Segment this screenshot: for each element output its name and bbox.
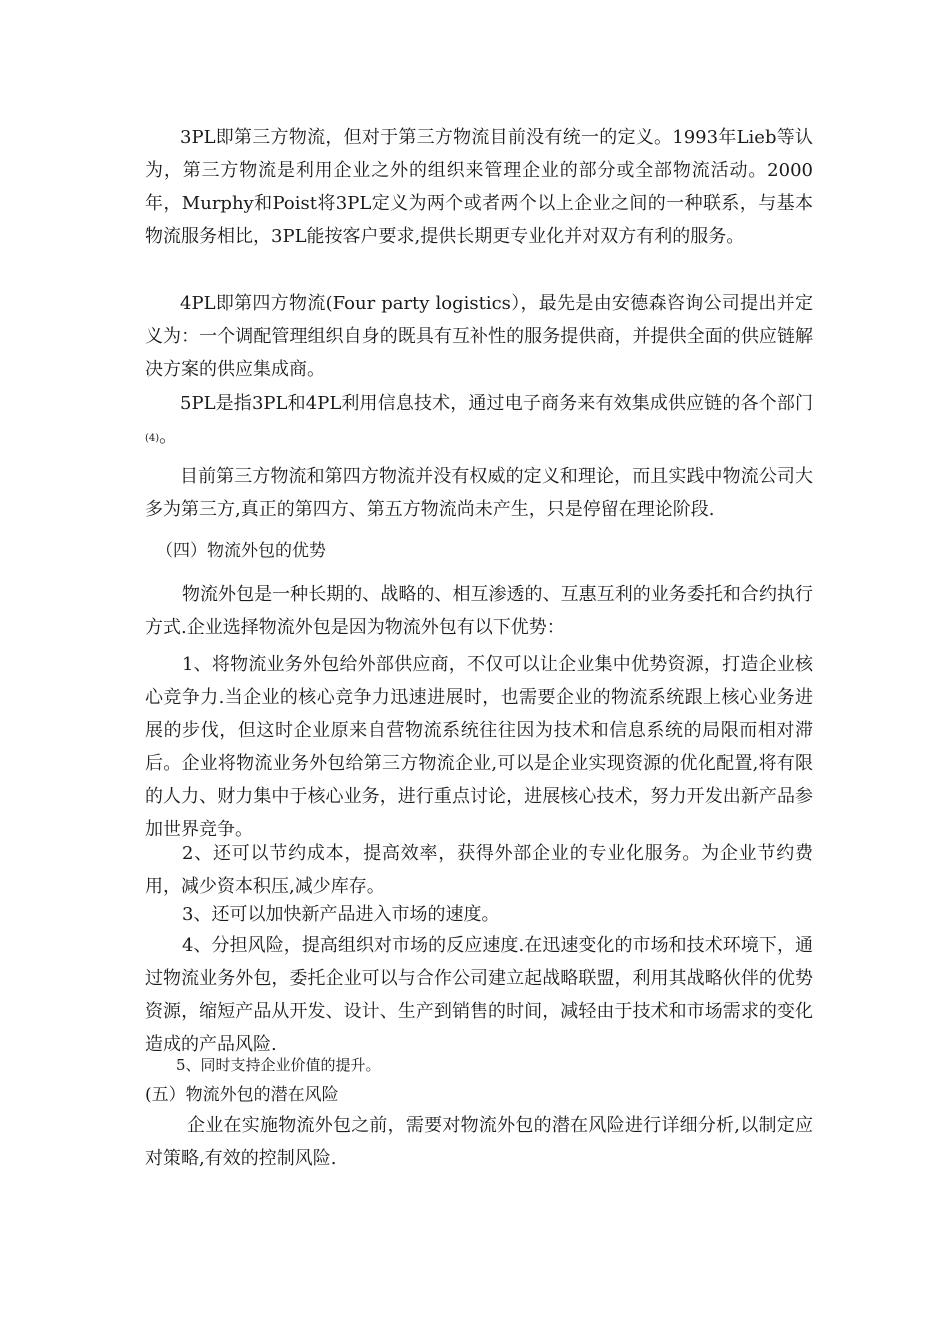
- paragraph-3pl: 3PL即第三方物流，但对于第三方物流目前没有统一的定义。1993年Lieb等认为，第三方物流是利用企业之外的组织来管理企业的部分或全部物流活动。2000年，Murphy和Poist将3PL定义为两个或者两个以上企业之间的一种联系，与基本物流服务相比，3PL能按客户要求,提供长期更专业化并对双方有利的服务。: [145, 127, 813, 247]
- list-item-4: 4、分担风险，提高组织对市场的反应速度.在迅速变化的市场和技术环境下，通过物流业务外包，委托企业可以与合作公司建立起战略联盟，利用其战略伙伴的优势资源，缩短产品从开发、设计、生产到销售的时间，减轻由于技术和市场需求的变化造成的产品风险.: [145, 935, 813, 1055]
- paragraph-risks: 企业在实施物流外包之前，需要对物流外包的潜在风险进行详细分析,以制定应对策略,有效的控制风险.: [145, 1115, 813, 1169]
- footnote-ref: (4): [145, 433, 160, 444]
- paragraph-outsourcing-intro: 物流外包是一种长期的、战略的、相互渗透的、互惠互利的业务委托和合约执行方式.企业选择物流外包是因为物流外包有以下优势：: [145, 584, 813, 638]
- paragraph-5pl: [145, 387, 813, 453]
- list-item-5: 5、同时支持企业价值的提升。: [176, 1056, 381, 1074]
- paragraph-5pl-text: 5PL是指3PL和4PL利用信息技术，通过电子商务来有效集成供应链的各个部门: [180, 393, 813, 414]
- paragraph-5pl-end: 。: [159, 426, 178, 447]
- list-item-1: 1、将物流业务外包给外部供应商，不仅可以让企业集中优势资源，打造企业核心竞争力.当企业的核心竞争力迅速进展时，也需要企业的物流系统跟上核心业务进展的步伐，但这时企业原来自营物流系统往往因为技术和信息系统的局限而相对滞后。企业将物流业务外包给第三方物流企业,可以是企业实现资源的优化配置,将有限的人力、财力集中于核心业务，进行重点讨论，进展核心技术，努力开发出新产品参加世界竞争。: [145, 654, 813, 840]
- list-item-2: 2、还可以节约成本，提高效率，获得外部企业的专业化服务。为企业节约费用，减少资本积压,减少库存。: [145, 843, 813, 897]
- section-heading-advantages: （四）物流外包的优势: [156, 541, 326, 561]
- list-item-3: 3、还可以加快新产品进入市场的速度。: [182, 904, 500, 925]
- paragraph-current-status: 目前第三方物流和第四方物流并没有权威的定义和理论，而且实践中物流公司大多为第三方,真正的第四方、第五方物流尚未产生，只是停留在理论阶段.: [145, 466, 813, 520]
- section-heading-risks: (五）物流外包的潜在风险: [145, 1085, 339, 1105]
- paragraph-4pl: 4PL即第四方物流(Four party logistics），最先是由安德森咨询公司提出并定义为：一个调配管理组织自身的既具有互补性的服务提供商，并提供全面的供应链解决方案的供应集成商。: [145, 293, 813, 380]
